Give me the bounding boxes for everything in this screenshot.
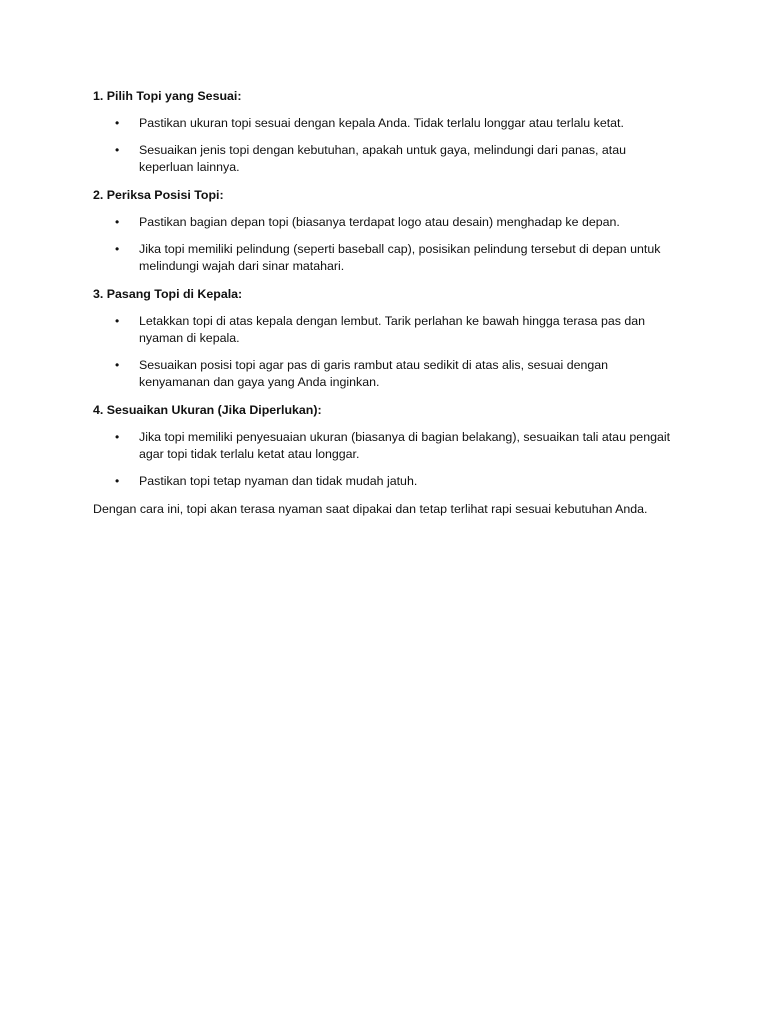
list-item-text: Jika topi memiliki pelindung (seperti baseball cap), posisikan pelindung tersebut di depan untuk melindungi wajah dari sinar matahari. xyxy=(139,242,661,273)
conclusion-paragraph: Dengan cara ini, topi akan terasa nyaman saat dipakai dan tetap terlihat rapi sesuai kebutuhan Anda. xyxy=(93,502,648,516)
bullet-icon: • xyxy=(115,143,120,157)
section-heading: 3. Pasang Topi di Kepala: xyxy=(93,287,243,301)
list-item xyxy=(93,241,672,275)
list-item xyxy=(93,214,672,231)
bullet-list xyxy=(93,214,672,275)
list-item-text: Jika topi memiliki penyesuaian ukuran (biasanya di bagian belakang), sesuaikan tali atau pengait agar topi tidak terlalu ketat atau longgar. xyxy=(139,430,671,461)
bullet-list xyxy=(93,115,672,176)
bullet-list xyxy=(93,429,672,490)
list-item xyxy=(93,115,672,132)
bullet-icon: • xyxy=(115,116,120,130)
list-item-text: Sesuaikan jenis topi dengan kebutuhan, apakah untuk gaya, melindungi dari panas, atau keperluan lainnya. xyxy=(139,143,627,174)
section-4 xyxy=(93,402,672,490)
bullet-icon: • xyxy=(115,358,120,372)
section-3 xyxy=(93,286,672,391)
list-item-text: Sesuaikan posisi topi agar pas di garis rambut atau sedikit di atas alis, sesuai dengan kenyamanan dan gaya yang Anda inginkan. xyxy=(139,358,609,389)
bullet-icon: • xyxy=(115,242,120,256)
section-2 xyxy=(93,187,672,275)
list-item-text: Letakkan topi di atas kepala dengan lembut. Tarik perlahan ke bawah hingga terasa pas dan nyaman di kepala. xyxy=(139,314,646,345)
list-item-text: Pastikan ukuran topi sesuai dengan kepala Anda. Tidak terlalu longgar atau terlalu ketat. xyxy=(139,116,624,130)
bullet-list xyxy=(93,313,672,391)
list-item xyxy=(93,429,672,463)
list-item xyxy=(93,313,672,347)
list-item xyxy=(93,357,672,391)
section-heading: 1. Pilih Topi yang Sesuai: xyxy=(93,89,242,103)
list-item-text: Pastikan topi tetap nyaman dan tidak mudah jatuh. xyxy=(139,474,418,488)
list-item xyxy=(93,142,672,176)
section-heading: 2. Periksa Posisi Topi: xyxy=(93,188,224,202)
bullet-icon: • xyxy=(115,314,120,328)
list-item-text: Pastikan bagian depan topi (biasanya terdapat logo atau desain) menghadap ke depan. xyxy=(139,215,620,229)
section-heading: 4. Sesuaikan Ukuran (Jika Diperlukan): xyxy=(93,403,322,417)
list-item xyxy=(93,473,672,490)
bullet-icon: • xyxy=(115,215,120,229)
bullet-icon: • xyxy=(115,430,120,444)
section-1 xyxy=(93,88,672,176)
bullet-icon: • xyxy=(115,474,120,488)
